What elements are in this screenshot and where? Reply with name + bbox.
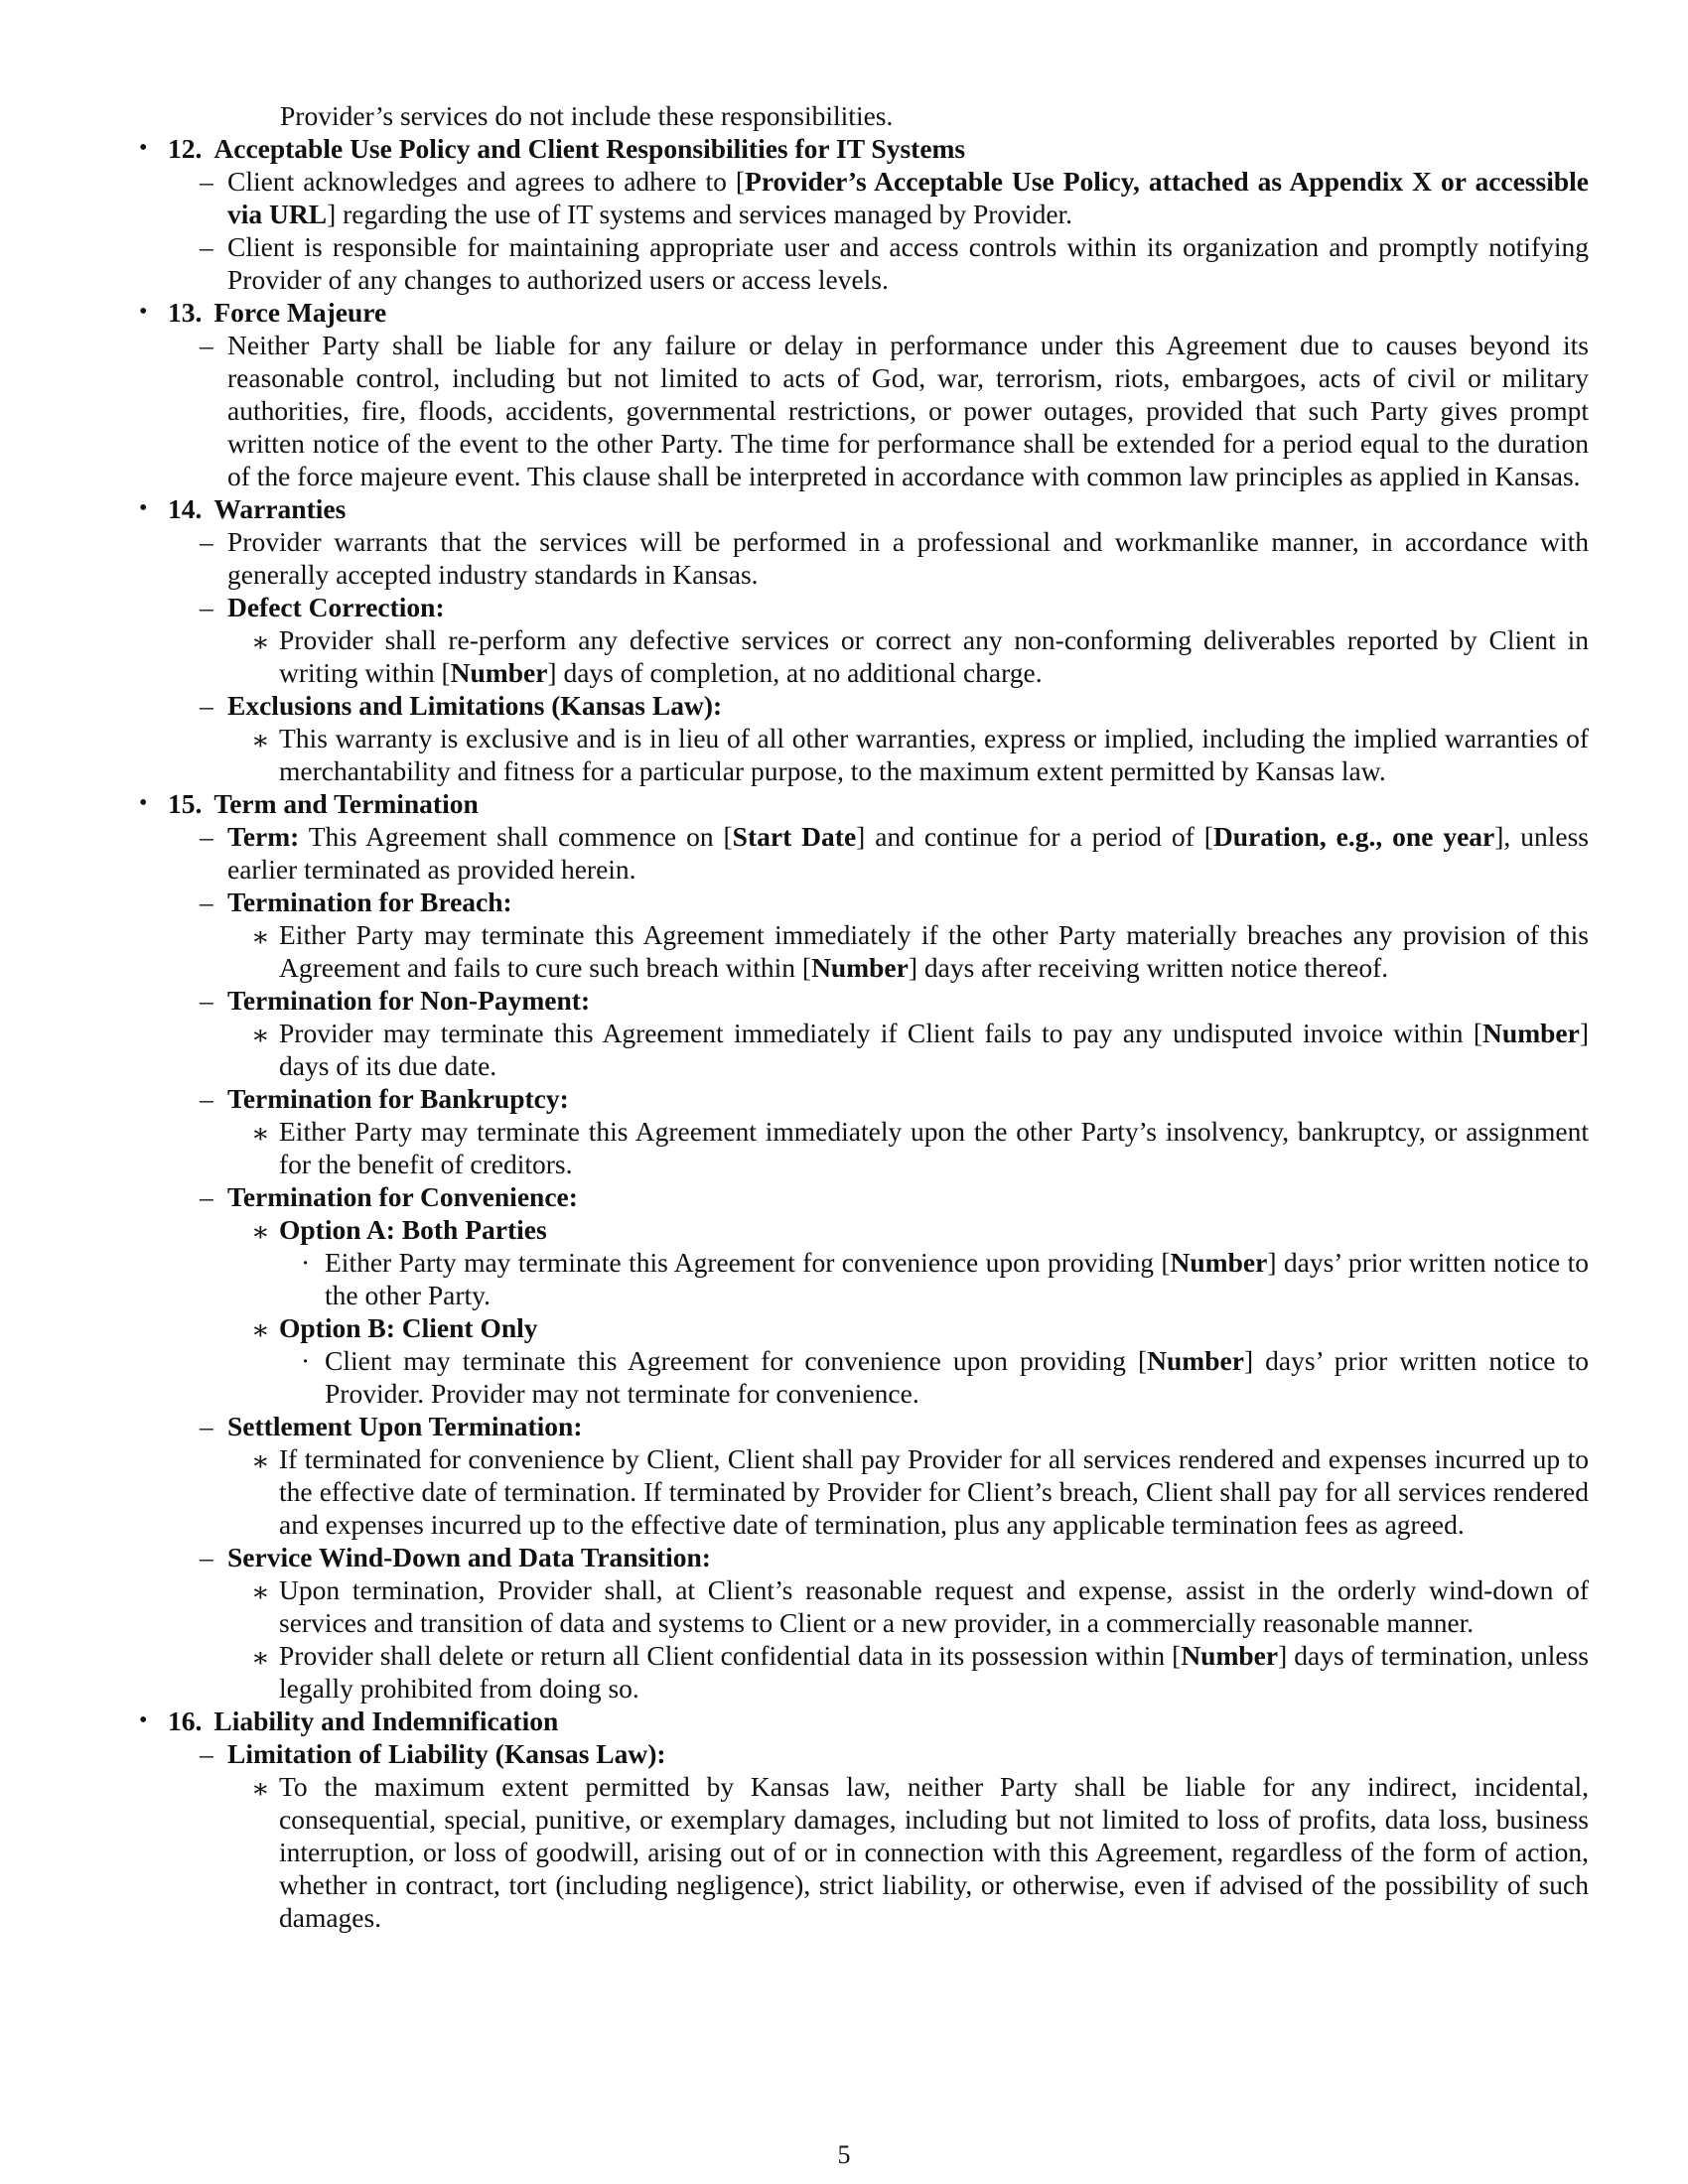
- s14-defect-text: [139, 623, 1589, 689]
- subsection-title: Termination for Non-Payment:: [227, 985, 591, 1016]
- star-marker: ∗: [251, 1020, 270, 1050]
- text-run: To the maximum extent permitted by Kansas law, neither Party shall be liable for any indirect, incidental, consequential, special, punitive, or exemplary damages, including but not limited to loss of profits, data loss, business interruption, or loss of goodwill, arising out of or in connection with this Agreement, regardless of the form of action, whether in contract, tort (including negligence), strict liability, or otherwise, even if advised of the possibility of such damages.: [279, 1771, 1589, 1933]
- dash-marker: –: [200, 526, 213, 557]
- dash-marker: –: [200, 821, 213, 852]
- text-run: Provider may terminate this Agreement immediately if Client fails to pay any undisputed invoice within [: [279, 1018, 1483, 1048]
- text-run: ] regarding the use of IT systems and services managed by Provider.: [327, 199, 1073, 229]
- star-marker: ∗: [251, 1118, 270, 1149]
- s15-bankruptcy-text: [139, 1115, 1589, 1180]
- dash-marker: –: [200, 1083, 213, 1114]
- s14-paragraph-1: [139, 525, 1589, 591]
- dash-marker: –: [200, 1181, 213, 1212]
- subsection-title: Termination for Bankruptcy:: [227, 1083, 569, 1114]
- text-run: Neither Party shall be liable for any failure or delay in performance under this Agreement due to causes beyond its reasonable control, including but not limited to acts of God, war, terrorism, riots, embargoes, acts of civil or military authorities, fire, floods, accidents, governmental restrictions, or power outages, provided that such Party gives prompt written notice of the event to the other Party. The time for performance shall be extended for a period equal to the duration of the force majeure event. This clause shall be interpreted in accordance with common law principles as applied in Kansas.: [227, 330, 1589, 491]
- placeholder-text: Duration, e.g., one year: [1212, 821, 1495, 852]
- dot-marker: ·: [301, 1247, 311, 1278]
- text-run: Client may terminate this Agreement for convenience upon providing [: [325, 1345, 1148, 1376]
- dash-marker: –: [200, 1738, 213, 1769]
- star-marker: ∗: [251, 626, 270, 657]
- star-marker: ∗: [251, 1216, 270, 1247]
- s15-settlement-heading: [139, 1410, 1589, 1442]
- star-marker: ∗: [251, 1445, 270, 1476]
- dash-marker: –: [200, 1542, 213, 1572]
- s15-bankruptcy-heading: [139, 1082, 1589, 1115]
- subsection-title: Termination for Convenience:: [227, 1181, 578, 1212]
- placeholder-text: Number: [1170, 1247, 1268, 1278]
- dash-marker: –: [200, 166, 213, 197]
- section-number: 15.: [168, 788, 203, 819]
- star-marker: ∗: [251, 1576, 270, 1607]
- option-title: Option A: Both Parties: [279, 1214, 547, 1245]
- subsection-title: Limitation of Liability (Kansas Law):: [227, 1738, 666, 1769]
- placeholder-text: Number: [1147, 1345, 1244, 1376]
- s15-nonpayment-text: [139, 1017, 1589, 1082]
- section-15-heading: [139, 787, 1589, 820]
- s15-breach-text: [139, 918, 1589, 984]
- dash-marker: –: [200, 690, 213, 721]
- s15-option-a-text: [139, 1246, 1589, 1311]
- s15-option-b-heading: [139, 1311, 1589, 1344]
- s14-defect-heading: [139, 591, 1589, 623]
- section-number: 14.: [168, 493, 203, 524]
- text-run: Provider warrants that the services will be performed in a professional and workmanlike manner, in accordance with generally accepted industry standards in Kansas.: [227, 526, 1589, 590]
- placeholder-text: Provider’s Acceptable Use Policy, attached as Appendix X or accessible via URL: [227, 166, 1589, 229]
- option-title: Option B: Client Only: [279, 1312, 538, 1343]
- text-run: ] days’ prior written notice to the other Party.: [325, 1247, 1589, 1310]
- dash-marker: –: [200, 887, 213, 917]
- section-14-heading: [139, 492, 1589, 525]
- subsection-title: Defect Correction:: [227, 592, 445, 622]
- s15-nonpayment-heading: [139, 984, 1589, 1017]
- s15-term: [139, 820, 1589, 886]
- section-number: 16.: [168, 1706, 203, 1736]
- s15-winddown-text-2: [139, 1639, 1589, 1705]
- text-run: Either Party may terminate this Agreement immediately if the other Party materially breaches any provision of this Agreement and fails to cure such breach within [: [279, 919, 1589, 983]
- text-run: If terminated for convenience by Client, Client shall pay Provider for all services rendered and expenses incurred up to the effective date of termination. If terminated by Provider for Client’s breach, Client shall pay for all services rendered and expenses incurred up to the effective date of termination, plus any applicable termination fees as agreed.: [279, 1443, 1589, 1540]
- s15-winddown-text-1: [139, 1573, 1589, 1639]
- text-run: Client acknowledges and agrees to adhere to [: [227, 166, 746, 197]
- placeholder-text: Start Date: [732, 821, 857, 852]
- s16-liability-heading: [139, 1737, 1589, 1770]
- text-run: ] days of its due date.: [279, 1018, 1589, 1081]
- text-run: Either Party may terminate this Agreement for convenience upon providing [: [325, 1247, 1171, 1278]
- dash-marker: –: [200, 1411, 213, 1441]
- star-marker: ∗: [251, 1642, 270, 1673]
- star-marker: ∗: [251, 921, 270, 952]
- s15-convenience-heading: [139, 1180, 1589, 1213]
- text-run: Client is responsible for maintaining appropriate user and access controls within its organization and promptly notifying Provider of any changes to authorized users or access levels.: [227, 231, 1589, 295]
- bullet-marker: •: [139, 299, 148, 325]
- page-number: 5: [837, 2140, 851, 2169]
- s12-paragraph-1: [139, 165, 1589, 230]
- placeholder-text: Number: [1482, 1018, 1580, 1048]
- placeholder-text: Number: [450, 657, 548, 688]
- placeholder-text: Number: [811, 952, 909, 983]
- bullet-marker: •: [139, 790, 148, 816]
- lead-line: Provider’s services do not include these responsibilities.: [280, 100, 894, 131]
- bullet-marker: •: [139, 495, 148, 521]
- dot-marker: ·: [301, 1345, 311, 1376]
- text-run: ] days of completion, at no additional charge.: [547, 657, 1043, 688]
- section-16-heading: [139, 1705, 1589, 1737]
- section-number: 13.: [168, 297, 203, 328]
- section-title: Acceptable Use Policy and Client Responsibilities for IT Systems: [213, 133, 966, 164]
- s14-exclusions-text: [139, 722, 1589, 787]
- dash-marker: –: [200, 330, 213, 360]
- section-12-heading: [139, 132, 1589, 165]
- star-marker: ∗: [251, 725, 270, 755]
- placeholder-text: Number: [1181, 1640, 1279, 1671]
- s15-settlement-text: [139, 1442, 1589, 1541]
- bullet-marker: •: [139, 135, 148, 161]
- s15-breach-heading: [139, 886, 1589, 918]
- page-content: [139, 99, 1589, 1934]
- s15-option-b-text: [139, 1344, 1589, 1410]
- star-marker: ∗: [251, 1773, 270, 1804]
- dash-marker: –: [200, 592, 213, 622]
- star-marker: ∗: [251, 1314, 270, 1345]
- text-run: ] days of termination, unless legally prohibited from doing so.: [279, 1640, 1590, 1704]
- subsection-title: Term:: [227, 821, 300, 852]
- text-run: Upon termination, Provider shall, at Client’s reasonable request and expense, assist in the orderly wind-down of services and transition of data and systems to Client or a new provider, in a commercially reasonable manner.: [279, 1574, 1589, 1638]
- section-title: Term and Termination: [213, 788, 479, 819]
- dash-marker: –: [200, 231, 213, 262]
- section-13-heading: [139, 296, 1589, 329]
- text-run: ] and continue for a period of [: [856, 821, 1213, 852]
- text-run: This warranty is exclusive and is in lieu of all other warranties, express or implied, including the implied warranties of merchantability and fitness for a particular purpose, to the maximum extent permitted by Kansas law.: [279, 723, 1589, 786]
- text-run: Provider shall delete or return all Client confidential data in its possession within [: [279, 1640, 1182, 1671]
- dash-marker: –: [200, 985, 213, 1016]
- section-title: Liability and Indemnification: [213, 1706, 559, 1736]
- s14-exclusions-heading: [139, 689, 1589, 722]
- subsection-title: Exclusions and Limitations (Kansas Law):: [227, 690, 723, 721]
- bullet-marker: •: [139, 1707, 148, 1733]
- s15-option-a-heading: [139, 1213, 1589, 1246]
- subsection-title: Termination for Breach:: [227, 887, 512, 917]
- s16-liability-text: [139, 1770, 1589, 1934]
- text-run: This Agreement shall commence on [: [299, 821, 733, 852]
- subsection-title: Settlement Upon Termination:: [227, 1411, 583, 1441]
- s15-winddown-heading: [139, 1541, 1589, 1573]
- text-run: ] days after receiving written notice thereof.: [908, 952, 1389, 983]
- section-title: Force Majeure: [213, 297, 387, 328]
- s13-paragraph-1: [139, 329, 1589, 492]
- subsection-title: Service Wind-Down and Data Transition:: [227, 1542, 711, 1572]
- section-number: 12.: [168, 133, 203, 164]
- section-title: Warranties: [213, 493, 347, 524]
- text-run: ] days’ prior written notice to Provider. Provider may not terminate for convenience.: [325, 1345, 1589, 1409]
- text-run: Either Party may terminate this Agreement immediately upon the other Party’s insolvency, bankruptcy, or assignment for the benefit of creditors.: [279, 1116, 1589, 1179]
- text-run: Provider shall re-perform any defective services or correct any non-conforming deliverables reported by Client in writing within [: [279, 624, 1589, 688]
- s12-paragraph-2: [139, 230, 1589, 296]
- text-run: ], unless earlier terminated as provided herein.: [227, 821, 1589, 885]
